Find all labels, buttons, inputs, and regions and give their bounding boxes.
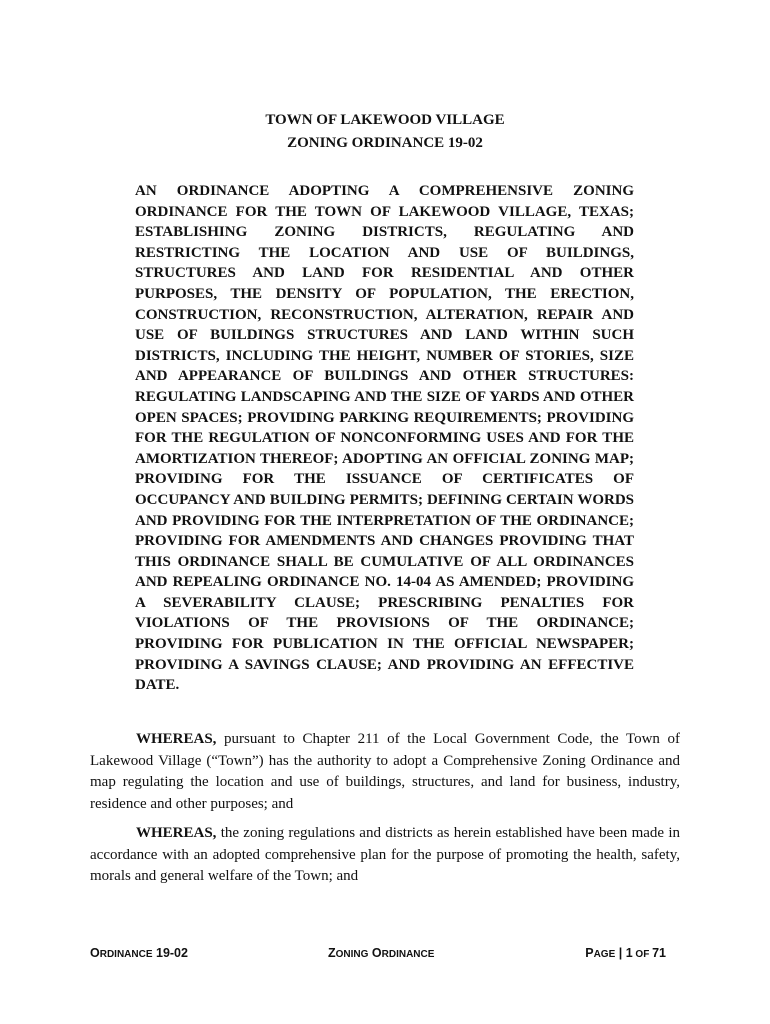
whereas-text: pursuant to Chapter 211 of the Local Government Code, the Town of Lakewood Village (“Town”) has the authority to adopt a Comprehensive Zoning Ordinance and map regulating the location and use of buildings, structures, and land for business, industry, residence and other purposes; and [90,731,680,812]
whereas-paragraph-2 [90,823,680,888]
footer-document-name: ZONING ORDINANCE [328,946,435,960]
footer-page-number: PAGE | 1 OF 71 [585,946,666,960]
whereas-lead: WHEREAS, [136,731,217,747]
whereas-paragraph-1 [90,729,680,815]
caption-last-line: DATE. [135,677,180,694]
whereas-text: the zoning regulations and districts as herein established have been made in accordance with an adopted comprehensive plan for the purpose of promoting the health, safety, morals and general welfare of the Town; and [90,825,680,884]
caption-text: AN ORDINANCE ADOPTING A COMPREHENSIVE ZONING ORDINANCE FOR THE TOWN OF LAKEWOOD VILLAGE, TEXAS; ESTABLISHING ZONING DISTRICTS, REGULATING AND RESTRICTING THE LOCATION AND USE OF BUILDINGS, STRUCTURES AND LAND FOR RESIDENTIAL AND OTHER PURPOSES, THE DENSITY OF POPULATION, THE ERECTION, CONSTRUCTION, RECONSTRUCTION, ALTERATION, REPAIR AND USE OF BUILDINGS STRUCTURES AND LAND WITHIN SUCH DISTRICTS, INCLUDING THE HEIGHT, NUMBER OF STORIES, SIZE AND APPEARANCE OF BUILDINGS AND OTHER STRUCTURES: REGULATING LANDSCAPING AND THE SIZE OF YARDS AND OTHER OPEN SPACES; PROVIDING PARKING REQUIREMENTS; PROVIDING FOR THE REGULATION OF NONCONFORMING USES AND FOR THE AMORTIZATION THEREOF; ADOPTING AN OFFICIAL ZONING MAP; PROVIDING FOR THE ISSUANCE OF CERTIFICATES OF OCCUPANCY AND BUILDING PERMITS; DEFINING CERTAIN WORDS AND PROVIDING FOR THE INTERPRETATION OF THE ORDINANCE; PROVIDING FOR AMENDMENTS AND CHANGES PROVIDING THAT THIS ORDINANCE SHALL BE CUMULATIVE OF ALL ORDINANCES AND REPEALING ORDINANCE NO. 14-04 AS AMENDED; PROVIDING A SEVERABILITY CLAUSE; PRESCRIBING PENALTIES FOR VIOLATIONS OF THE PROVISIONS OF THE ORDINANCE; PROVIDING FOR PUBLICATION IN THE OFFICIAL NEWSPAPER; PROVIDING A SAVINGS CLAUSE; AND PROVIDING AN EFFECTIVE [135,183,634,673]
ordinance-caption [135,181,634,696]
document-title [0,109,770,155]
footer-ordinance-number: ORDINANCE 19-02 [90,946,188,960]
page-footer [90,943,666,963]
title-line-town: TOWN OF LAKEWOOD VILLAGE [265,112,505,128]
whereas-lead: WHEREAS, [136,825,217,841]
title-line-ordinance: ZONING ORDINANCE 19-02 [287,135,483,151]
